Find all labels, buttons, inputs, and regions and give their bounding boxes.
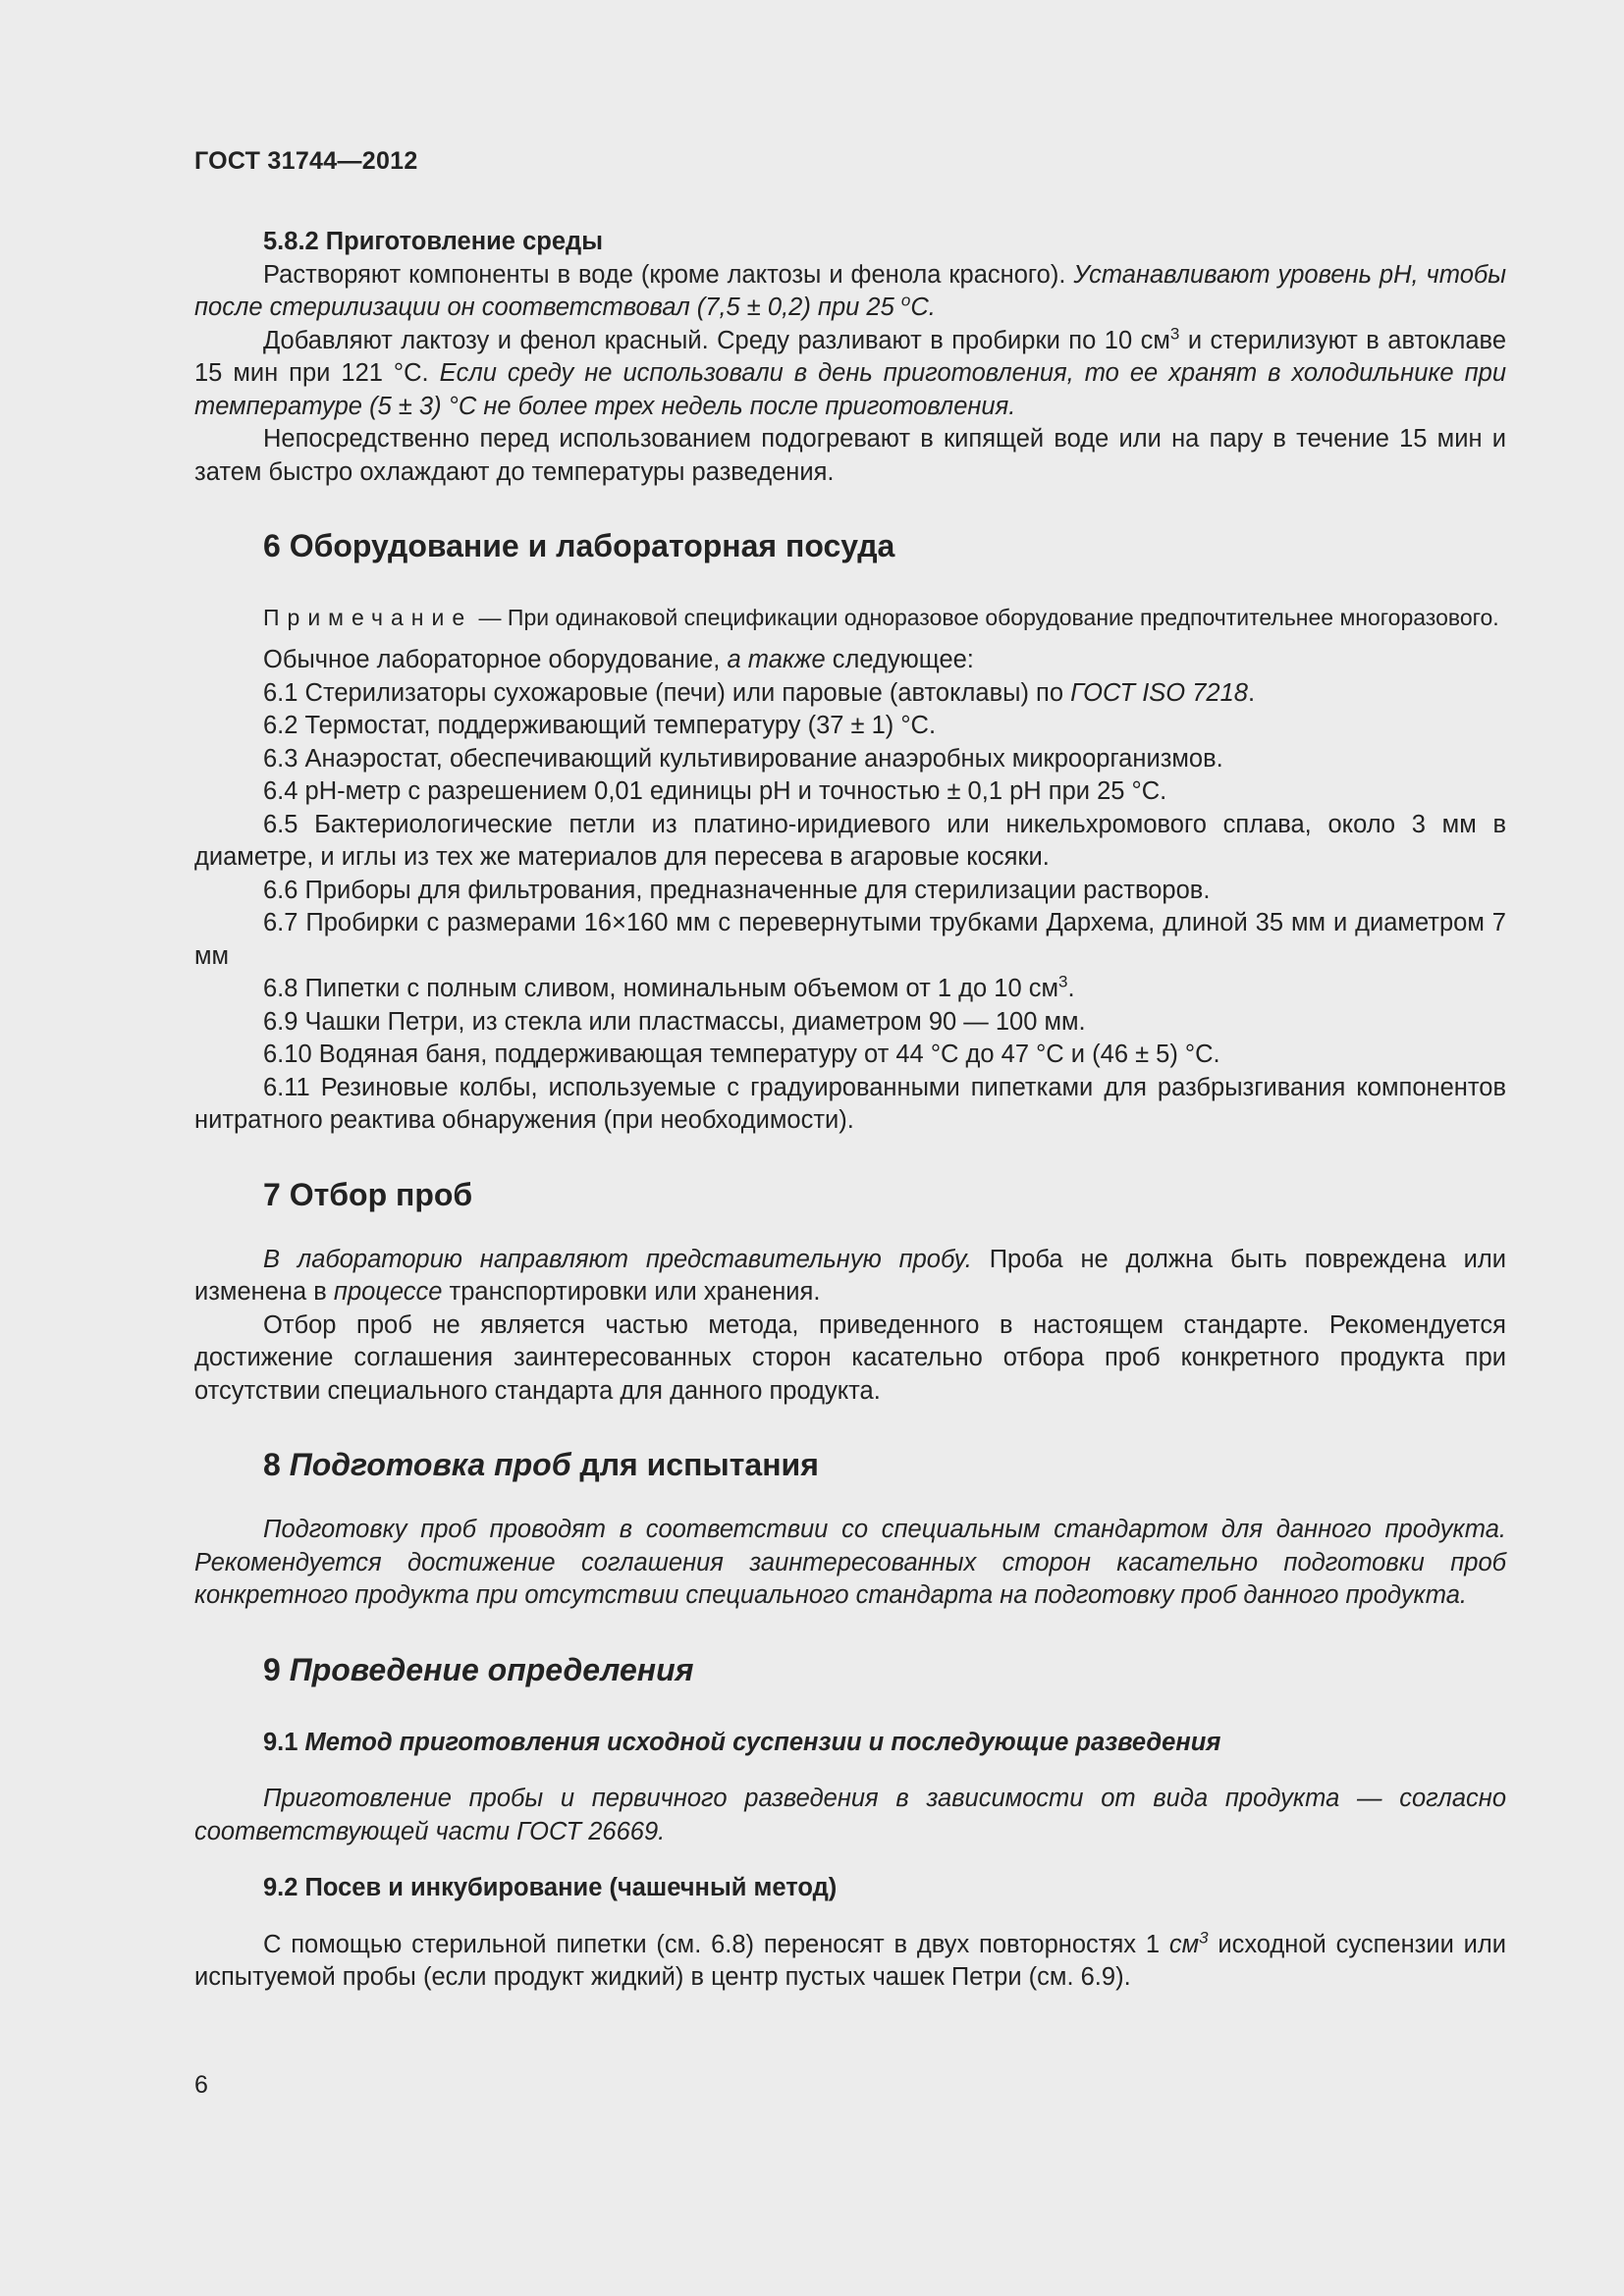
- list-item: 6.1 Стерилизаторы сухожаровые (печи) или паровые (автоклавы) по ГОСТ ISO 7218.: [263, 678, 1256, 707]
- list-item: 6.4 рН-метр с разрешением 0,01 единицы рН и точностью ± 0,1 рН при 25 °С.: [263, 777, 1167, 805]
- paragraph: Добавляют лактозу и фенол красный. Среду разливают в пробирки по 10 $см^3$ и стерилизуют в автоклаве 15 мин при 121 °С. Если среду не использовали в день приготовления, то ее хранят в холодильнике при температуре (5 ± 3) °С не более трех недель после приготовления.: [194, 324, 1506, 420]
- section-title-6: 6 Оборудование и лабораторная посуда: [263, 528, 895, 563]
- section-title-7: 7 Отбор проб: [263, 1176, 473, 1212]
- paragraph: С помощью стерильной пипетки (см. 6.8) переносят в двух повторностях 1 $см^3$ исходной суспензии или испытуемой пробы (если продукт жидкий) в центр пустых чашек Петри (см. 6.9).: [194, 1928, 1507, 1991]
- paragraph: В лабораторию направляют представительную пробу. Проба не должна быть повреждена или изменена в процессе транспортировки или хранения.: [194, 1245, 1506, 1306]
- paragraph: Обычное лабораторное оборудование, а также следующее:: [263, 646, 974, 673]
- page-number: 6: [194, 2071, 208, 2099]
- subsection-title-9-2: 9.2 Посев и инкубирование (чашечный метод): [263, 1874, 838, 1901]
- list-item: 6.8 Пипетки с полным сливом, номинальным объемом от 1 до 10 $см^3$.: [263, 972, 1075, 1002]
- list-item: 6.10 Водяная баня, поддерживающая температуру от 44 °С до 47 °С и (46 ± 5) °С.: [263, 1041, 1220, 1068]
- document-body: [194, 226, 1506, 1995]
- paragraph: Подготовку проб проводят в соответствии со специальным стандартом для данного продукта. Рекомендуется достижение соглашения заинтересованных сторон касательно подготовки проб конкретного продукта при отсутствии специального стандарта на подготовку проб данного продукта.: [194, 1516, 1506, 1609]
- list-item: 6.11 Резиновые колбы, используемые с градуированными пипетками для разбрызгивания компонентов нитратного реактива обнаружения (при необходимости).: [194, 1073, 1506, 1134]
- paragraph: Растворяют компоненты в воде (кроме лактозы и фенола красного). Устанавливают уровень рН, чтобы после стерилизации он соответствовал (7,5 ± 0,2) при 25 $^о$С.: [194, 260, 1506, 321]
- list-item: 6.6 Приборы для фильтрования, предназначенные для стерилизации растворов.: [263, 876, 1211, 904]
- subsection-title-5-8-2: 5.8.2 Приготовление среды: [263, 228, 603, 255]
- section-title-8: 8 Подготовка проб для испытания: [263, 1447, 819, 1482]
- paragraph: Непосредственно перед использованием подогревают в кипящей воде или на пару в течение 15 мин и затем быстро охлаждают до температуры разведения.: [194, 425, 1506, 486]
- list-item: 6.7 Пробирки с размерами 16×160 мм с перевернутыми трубками Дархема, длиной 35 мм и диаметром 7 мм: [194, 909, 1506, 970]
- paragraph: Отбор проб не является частью метода, приведенного в настоящем стандарте. Рекомендуется достижение соглашения заинтересованных сторон касательно отбора проб конкретного продукта при отсутствии специального стандарта для данного продукта.: [194, 1310, 1506, 1405]
- subsection-title-9-1: 9.1 Метод приготовления исходной суспензии и последующие разведения: [263, 1728, 1221, 1756]
- note: Примечание — При одинаковой спецификации одноразовое оборудование предпочтительнее многоразового.: [263, 605, 1499, 630]
- list-item: 6.2 Термостат, поддерживающий температуру (37 ± 1) °С.: [263, 712, 937, 739]
- section-title-9: 9 Проведение определения: [263, 1651, 694, 1687]
- list-item: 6.5 Бактериологические петли из платино-иридиевого или никельхромового сплава, около 3 мм в диаметре, и иглы из тех же материалов для пересева в агаровые косяки.: [194, 810, 1506, 871]
- list-item: 6.9 Чашки Петри, из стекла или пластмассы, диаметром 90 — 100 мм.: [263, 1007, 1086, 1036]
- list-item: 6.3 Анаэростат, обеспечивающий культивирование анаэробных микроорганизмов.: [263, 744, 1223, 773]
- paragraph: Приготовление пробы и первичного разведения в зависимости от вида продукта — согласно соответствующей части ГОСТ 26669.: [194, 1785, 1506, 1845]
- document-header: ГОСТ 31744—2012: [194, 147, 418, 175]
